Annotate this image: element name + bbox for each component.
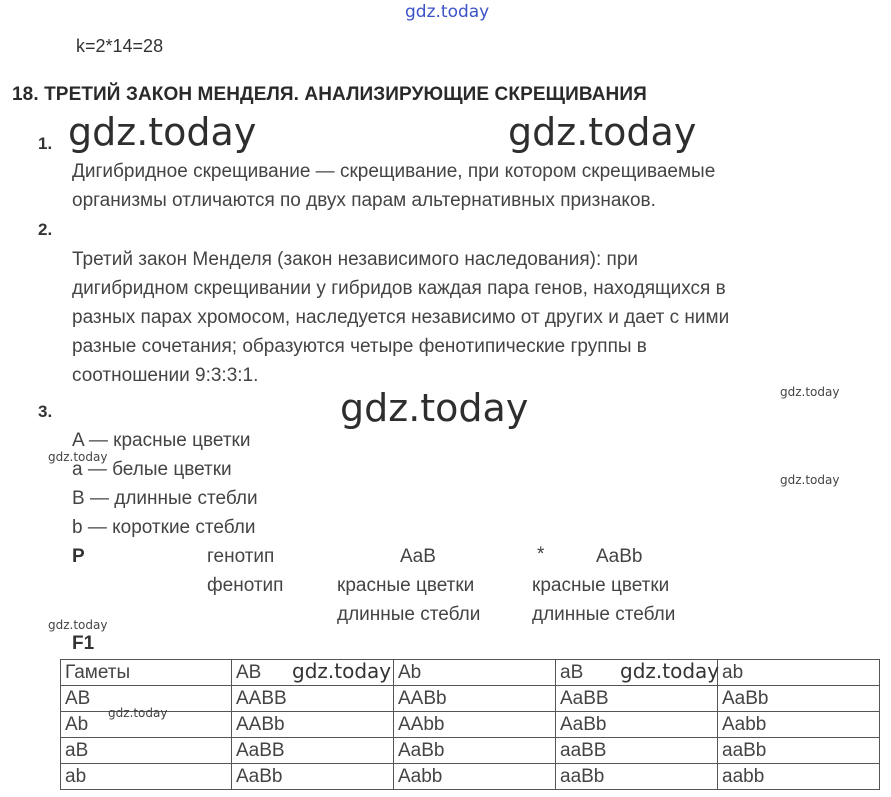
- cross-symbol: *: [537, 544, 545, 565]
- table-cell: AaBb: [394, 738, 556, 764]
- table-cell: aaBb: [718, 738, 880, 764]
- section-title: 18. ТРЕТИЙ ЗАКОН МЕНДЕЛЯ. АНАЛИЗИРУЮЩИЕ СКРЕЩИВАНИЯ: [12, 84, 647, 105]
- parent1-genotype: AaB: [400, 546, 436, 567]
- table-cell: AABB: [232, 686, 394, 712]
- answer-2-line: разные сочетания; образуются четыре фенотипические группы в: [72, 336, 647, 357]
- table-cell: AaBb: [718, 686, 880, 712]
- answer-2-line: дигибридном скрещивании у гибридов каждая пара генов, находящихся в: [72, 278, 726, 299]
- table-cell: AaBB: [232, 738, 394, 764]
- genotype-label: генотип: [207, 546, 275, 567]
- legend-line: b — короткие стебли: [72, 517, 256, 538]
- question-number-2: 2.: [38, 220, 53, 239]
- watermark-table: gdz.today: [620, 659, 720, 683]
- table-header-cell: aB: [556, 660, 718, 686]
- watermark-large: gdz.today: [68, 110, 257, 154]
- question-number-3: 3.: [38, 402, 53, 421]
- answer-1: [72, 157, 715, 215]
- watermark-large: gdz.today: [340, 386, 529, 430]
- answer-2-line: разных парах хромосом, наследуется независимо от других и дает с ними: [72, 307, 730, 328]
- legend-line: B — длинные стебли: [72, 488, 258, 509]
- table-cell: Aabb: [718, 712, 880, 738]
- watermark-small: gdz.today: [780, 385, 840, 399]
- answer-2-line: Третий закон Менделя (закон независимого наследования): при: [72, 249, 639, 270]
- table-header-cell: Гаметы: [61, 660, 232, 686]
- table-cell: ab: [61, 764, 232, 790]
- table-cell: aabb: [718, 764, 880, 790]
- watermark-small: gdz.today: [108, 706, 168, 720]
- punnett-table: [60, 659, 880, 790]
- table-cell: Ab: [61, 712, 232, 738]
- table-cell: AB: [61, 686, 232, 712]
- watermark-small: gdz.today: [48, 618, 108, 632]
- formula: k=2*14=28: [76, 36, 164, 56]
- answer-2: [72, 245, 729, 390]
- table-row: [61, 686, 880, 712]
- table-header-cell: AB: [232, 660, 394, 686]
- table-cell: AABb: [232, 712, 394, 738]
- watermark-small: gdz.today: [48, 450, 108, 464]
- watermark-table: gdz.today: [292, 659, 392, 683]
- question-number-1: 1.: [38, 134, 53, 153]
- parent1-phenotype: длинные стебли: [337, 604, 481, 625]
- answer-1-line: организмы отличаются по двух парам альтернативных признаков.: [72, 190, 656, 211]
- table-row: [61, 712, 880, 738]
- table-row: [61, 738, 880, 764]
- answer-1-line: Дигибридное скрещивание — скрещивание, при котором скрещиваемые: [72, 161, 716, 182]
- table-row: [61, 764, 880, 790]
- watermark-small: gdz.today: [780, 473, 840, 487]
- parents-label: P: [72, 546, 85, 567]
- table-cell: aaBb: [556, 764, 718, 790]
- phenotype-label: фенотип: [207, 575, 284, 596]
- table-cell: aaBB: [556, 738, 718, 764]
- parent2-phenotype: длинные стебли: [532, 604, 676, 625]
- table-cell: aB: [61, 738, 232, 764]
- table-header-cell: Ab: [394, 660, 556, 686]
- f1-label: F1: [72, 633, 95, 654]
- table-cell: AaBb: [556, 712, 718, 738]
- parent2-genotype: AaBb: [596, 546, 643, 567]
- table-cell: AAbb: [394, 712, 556, 738]
- watermark-top: gdz.today: [405, 2, 490, 22]
- legend-line: A — красные цветки: [72, 430, 251, 451]
- table-header-cell: ab: [718, 660, 880, 686]
- parent1-phenotype: красные цветки: [337, 575, 475, 596]
- legend-line: a — белые цветки: [72, 459, 232, 480]
- table-cell: Aabb: [394, 764, 556, 790]
- table-cell: AABb: [394, 686, 556, 712]
- parent2-phenotype: красные цветки: [532, 575, 670, 596]
- watermark-large: gdz.today: [508, 110, 697, 154]
- table-cell: AaBb: [232, 764, 394, 790]
- table-cell: AaBB: [556, 686, 718, 712]
- table-header-row: [61, 660, 880, 686]
- answer-2-line: соотношении 9:3:3:1.: [72, 365, 259, 386]
